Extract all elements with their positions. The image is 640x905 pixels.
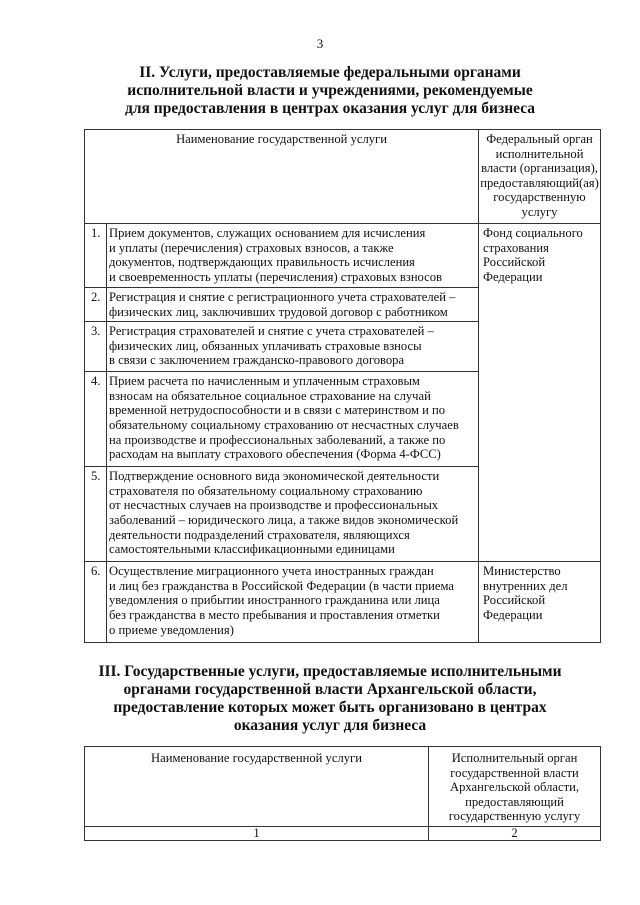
- org-line: Российской: [483, 593, 546, 608]
- header-org-line: Федеральный орган: [486, 132, 593, 146]
- header-org-line: исполнительной: [495, 146, 584, 161]
- service-name: [107, 288, 479, 322]
- row-number: 1.: [85, 224, 107, 288]
- service-line: Прием расчета по начисленным и уплаченным страховым: [109, 374, 420, 389]
- title-line: предоставление которых может быть организовано в центрах: [113, 699, 547, 716]
- service-name: [107, 372, 479, 467]
- row-number: 6.: [85, 562, 107, 643]
- service-line: физических лиц, обязанных уплачивать страховые взносы: [109, 338, 422, 353]
- service-line: страхователя по обязательному социальному страхованию: [109, 483, 423, 498]
- service-line: Регистрация страхователей и снятие с учета страхователей –: [109, 324, 434, 339]
- title-line: оказания услуг для бизнеса: [233, 717, 427, 734]
- row-number: 2.: [85, 288, 107, 322]
- org-line: Фонд социального: [483, 226, 583, 240]
- header-service-name: [85, 747, 429, 827]
- header-org-line: Исполнительный орган: [451, 751, 578, 765]
- header-org-line: государственную услугу: [448, 809, 581, 824]
- column-number: 1: [85, 827, 429, 841]
- page-number: 3: [316, 36, 324, 51]
- service-line: самостоятельными классификационными единицами: [109, 542, 395, 557]
- header-org-line: предоставляющий(ая): [480, 175, 599, 190]
- service-name: [107, 562, 479, 643]
- table-header-row: [85, 130, 601, 224]
- row-number: 3.: [85, 322, 107, 372]
- regional-services-table: [84, 746, 601, 841]
- header-federal-body: [479, 130, 601, 224]
- org-mvd: [479, 562, 601, 643]
- header-org-line: власти (организация),: [481, 161, 598, 176]
- table-header-row: [85, 747, 601, 827]
- service-line: Прием документов, служащих основанием для исчисления: [109, 226, 426, 240]
- service-line: уведомления о прибытии иностранного гражданина или лица: [109, 593, 440, 608]
- title-line: для предоставления в центрах оказания услуг для бизнеса: [124, 100, 536, 117]
- service-line: расходам на выплату страхового обеспечения (Форма 4-ФСС): [109, 447, 441, 462]
- org-line: внутренних дел: [483, 578, 568, 593]
- section-2-title: [60, 64, 600, 118]
- title-line: II. Услуги, предоставляемые федеральными органами: [139, 64, 521, 81]
- org-line: Министерство: [483, 564, 561, 579]
- service-line: обязательному социальному страхованию от несчастных случаев: [109, 417, 459, 432]
- title-line: III. Государственные услуги, предоставляемые исполнительными: [98, 663, 562, 680]
- service-line: в связи с заключением гражданско-правового договора: [109, 353, 405, 368]
- service-name: [107, 467, 479, 562]
- title-line: исполнительной власти и учреждениями, рекомендуемые: [127, 82, 533, 99]
- header-org-line: государственную: [493, 190, 586, 205]
- org-line: Федерации: [483, 607, 543, 622]
- service-line: и уплаты (перечисления) страховых взносов, а также: [109, 240, 394, 255]
- service-line: временной нетрудоспособности и в связи с материнством и по: [109, 403, 446, 418]
- header-service-label: Наименование государственной услуги: [151, 751, 362, 765]
- service-line: Регистрация и снятие с регистрационного учета страхователей –: [109, 290, 456, 304]
- service-line: Подтверждение основного вида экономической деятельности: [109, 469, 440, 484]
- header-org-line: услугу: [521, 204, 558, 219]
- service-line: и лиц без гражданства в Российской Федерации (в части приема: [109, 578, 454, 593]
- federal-services-table: [84, 129, 601, 643]
- row-number: 5.: [85, 467, 107, 562]
- service-line: на производстве и профессиональных заболеваний, а также по: [109, 432, 446, 447]
- service-line: деятельности подразделений страхователя, являющихся: [109, 527, 410, 542]
- title-line: органами государственной власти Архангельской области,: [123, 681, 537, 698]
- header-regional-body: [429, 747, 601, 827]
- service-line: Осуществление миграционного учета иностранных граждан: [109, 564, 434, 579]
- header-org-line: государственной власти: [450, 765, 579, 780]
- org-fss: [479, 224, 601, 562]
- service-line: без гражданства в место пребывания и проставления отметки: [109, 607, 440, 622]
- service-line: о приеме уведомления): [109, 622, 234, 637]
- service-line: физических лиц, заключивших трудовой договор с работником: [109, 304, 448, 319]
- header-org-line: Архангельской области,: [450, 780, 579, 795]
- org-line: Российской: [483, 255, 546, 270]
- org-line: страхования: [483, 240, 549, 255]
- org-line: Федерации: [483, 269, 543, 284]
- section-3-title: [60, 663, 600, 735]
- service-name: [107, 224, 479, 288]
- table-row: [85, 562, 601, 643]
- service-line: взносам на обязательное социальное страхование на случай: [109, 388, 431, 403]
- service-name: [107, 322, 479, 372]
- header-service-name: [85, 130, 479, 224]
- row-number: 4.: [85, 372, 107, 467]
- service-line: от несчастных случаев на производстве и профессиональных: [109, 498, 439, 513]
- header-service-label: Наименование государственной услуги: [176, 132, 387, 146]
- column-number: 2: [429, 827, 601, 841]
- table-row: [85, 224, 601, 288]
- column-number-row: [85, 827, 601, 841]
- service-line: документов, подтверждающих правильность исчисления: [109, 255, 415, 270]
- header-org-line: предоставляющий: [465, 794, 564, 809]
- service-line: и своевременность уплаты (перечисления) страховых взносов: [109, 269, 442, 284]
- service-line: заболеваний – юридического лица, а также видов экономической: [109, 512, 459, 527]
